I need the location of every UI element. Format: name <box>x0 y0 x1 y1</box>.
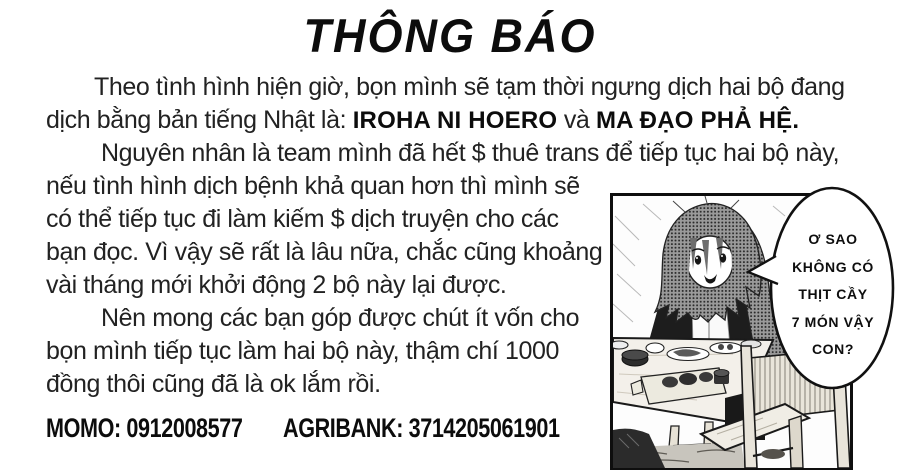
donation-agribank: AGRIBANK: 3714205061901 <box>283 413 560 443</box>
bubble-line: 7 MÓN VẬY <box>791 313 875 330</box>
notice-line: Nguyên nhân là team mình đã hết $ thuê trans để tiếp tục hai bộ này, <box>101 139 840 167</box>
notice-title: THÔNG BÁO <box>303 8 597 63</box>
series-title-2: MA ĐẠO PHẢ HỆ. <box>595 107 800 134</box>
bubble-line: Ơ SAO <box>808 231 858 247</box>
notice-line: bọn mình tiếp tục làm hai bộ này, thậm chí 1000 <box>46 337 559 365</box>
notice-line: vài tháng mới khởi động 2 bộ này lại được. <box>46 271 507 299</box>
bubble-line: CON? <box>811 341 855 357</box>
notice-line: bạn đọc. Vì vậy sẽ rất là lâu nữa, chắc cũng khoảng <box>46 238 603 266</box>
notice-line: nếu tình hình dịch bệnh khả quan hơn thì mình sẽ <box>46 172 580 200</box>
notice-line <box>46 104 845 137</box>
notice-line: Nên mong các bạn góp được chút ít vốn cho <box>101 304 580 332</box>
series-conjunction: và <box>557 106 596 134</box>
series-title-1: IROHA NI HOERO <box>352 107 558 134</box>
bubble-line: KHÔNG CÓ <box>792 258 874 275</box>
donation-momo: MOMO: 0912008577 <box>46 413 243 443</box>
notice-line: đồng thôi cũng đã là ok lắm rồi. <box>46 370 381 398</box>
notice-line: Theo tình hình hiện giờ, bọn mình sẽ tạm thời ngưng dịch hai bộ đang <box>94 73 845 101</box>
bubble-line: THỊT CẦY <box>798 286 868 302</box>
speech-bubble-text <box>769 226 897 364</box>
notice-line2-prefix: dịch bằng bản tiếng Nhật là: <box>46 106 353 134</box>
notice-line: có thể tiếp tục đi làm kiếm $ dịch truyện cho các <box>46 205 559 233</box>
